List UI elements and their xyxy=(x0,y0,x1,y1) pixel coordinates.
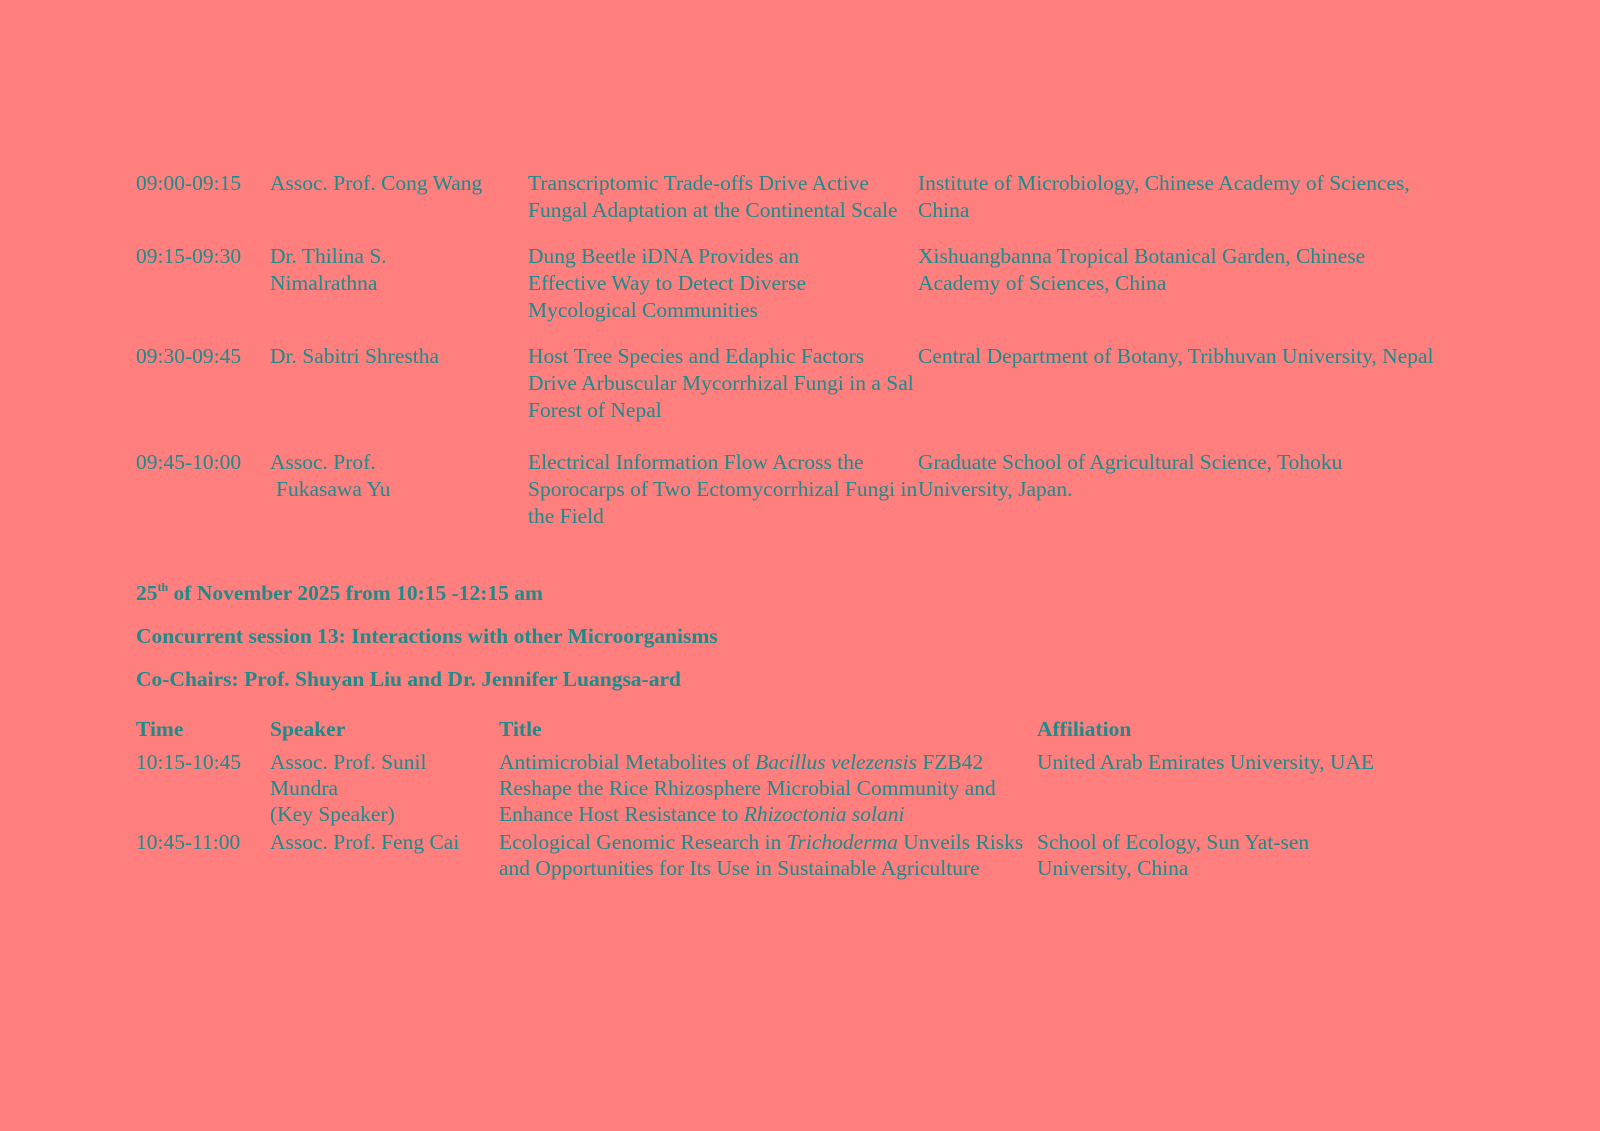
session-schedule-table xyxy=(136,170,1436,530)
speaker-cell: Dr. Thilina S. Nimalrathna xyxy=(270,244,387,295)
title-cell xyxy=(499,749,1037,829)
speaker-line: Assoc. Prof. Sunil xyxy=(270,750,427,774)
title-cell: Dung Beetle iDNA Provides an Effective Way to Detect Diverse Mycological Communities xyxy=(528,244,807,322)
table-row xyxy=(136,170,1436,243)
time-cell: 09:00-09:15 xyxy=(136,171,242,195)
speaker-cell: Assoc. Prof. Feng Cai xyxy=(270,830,460,854)
title-text: Antimicrobial Metabolites of xyxy=(499,750,756,774)
title-cell: Host Tree Species and Edaphic Factors Drive Arbuscular Mycorrhizal Fungi in a Sal Forest of Nepal xyxy=(528,344,914,422)
affiliation-cell: Xishuangbanna Tropical Botanical Garden, Chinese Academy of Sciences, China xyxy=(918,244,1366,295)
affiliation-cell: Graduate School of Agricultural Science, Tohoku University, Japan. xyxy=(918,450,1343,501)
header-time: Time xyxy=(136,717,184,741)
date-ordinal: th xyxy=(157,579,169,594)
speaker-line: Assoc. Prof. xyxy=(270,450,376,474)
table-row xyxy=(136,829,1466,881)
session-title: Concurrent session 13: Interactions with other Microorganisms xyxy=(136,624,718,648)
title-cell: Transcriptomic Trade-offs Drive Active Fungal Adaptation at the Continental Scale xyxy=(528,171,898,222)
header-speaker: Speaker xyxy=(270,717,346,741)
species-name: Rhizoctonia solani xyxy=(743,802,905,826)
time-cell: 09:30-09:45 xyxy=(136,344,242,368)
title-text: Ecological Genomic Research in xyxy=(499,830,787,854)
title-cell xyxy=(499,829,1037,881)
genus-name: Trichoderma xyxy=(786,830,898,854)
speaker-cell: Assoc. Prof. Cong Wang xyxy=(270,171,483,195)
title-text: Unveils Risks and Opportunities for Its Use in Sustainable Agriculture xyxy=(499,830,1024,880)
speaker-cell: Dr. Sabitri Shrestha xyxy=(270,344,439,368)
date-day: 25 xyxy=(136,581,158,605)
session-13-table xyxy=(136,716,1466,881)
title-cell: Electrical Information Flow Across the Sporocarps of Two Ectomycorrhizal Fungi in the Field xyxy=(528,450,918,528)
table-row xyxy=(136,343,1436,449)
speaker-role: (Key Speaker) xyxy=(270,802,395,826)
affiliation-cell: Central Department of Botany, Tribhuvan University, Nepal xyxy=(918,344,1434,368)
time-cell: 09:15-09:30 xyxy=(136,244,242,268)
session-date xyxy=(136,580,1466,607)
session-co-chairs: Co-Chairs: Prof. Shuyan Liu and Dr. Jennifer Luangsa-ard xyxy=(136,667,681,691)
speaker-line: Mundra xyxy=(270,776,339,800)
time-cell: 10:45-11:00 xyxy=(136,830,241,854)
affiliation-cell: United Arab Emirates University, UAE xyxy=(1037,750,1375,774)
date-text: of November 2025 from 10:15 -12:15 am xyxy=(168,581,543,605)
time-cell: 10:15-10:45 xyxy=(136,750,242,774)
affiliation-cell: Institute of Microbiology, Chinese Academy of Sciences, China xyxy=(918,171,1410,222)
species-name: Bacillus velezensis xyxy=(755,750,917,774)
header-title: Title xyxy=(499,717,542,741)
speaker-cell xyxy=(270,449,528,530)
speaker-cell xyxy=(270,749,499,829)
title-text: FZB42 Reshape the Rice Rhizosphere Microbial Community and Enhance Host Resistance to xyxy=(499,750,996,826)
table-header-row xyxy=(136,716,1466,749)
table-row xyxy=(136,243,1436,343)
time-cell: 09:45-10:00 xyxy=(136,450,242,474)
table-row xyxy=(136,449,1436,530)
program-page xyxy=(136,170,1466,881)
speaker-line: Fukasawa Yu xyxy=(276,477,391,501)
header-affiliation: Affiliation xyxy=(1037,717,1132,741)
affiliation-cell: School of Ecology, Sun Yat-sen University, China xyxy=(1037,830,1310,880)
table-row xyxy=(136,749,1466,829)
